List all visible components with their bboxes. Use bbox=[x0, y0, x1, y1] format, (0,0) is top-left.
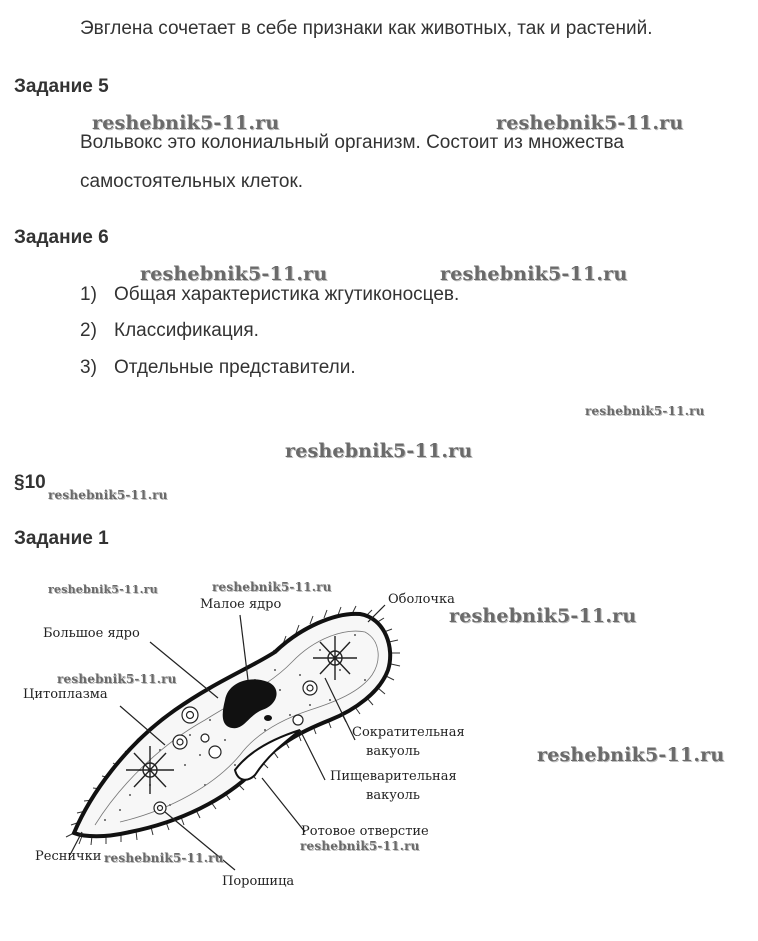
watermark: reshebnik5-11.ru bbox=[537, 744, 725, 766]
watermark: reshebnik5-11.ru bbox=[140, 263, 328, 285]
small-nucleus bbox=[264, 715, 272, 721]
label-cytoplasm: Цитоплазма bbox=[23, 687, 108, 702]
list-item-text: Общая характеристика жгутиконосцев. bbox=[114, 284, 460, 305]
watermark: reshebnik5-11.ru bbox=[48, 488, 168, 502]
label-contractile-vacuole-2: вакуоль bbox=[366, 744, 421, 759]
list-item bbox=[80, 320, 259, 342]
label-contractile-vacuole: Сократительная bbox=[352, 725, 465, 740]
watermark: reshebnik5-11.ru bbox=[285, 440, 473, 462]
watermark: reshebnik5-11.ru bbox=[496, 112, 684, 134]
task5-text-line1: Вольвокс это колониальный организм. Состоит из множества bbox=[80, 132, 624, 153]
watermark: reshebnik5-11.ru bbox=[300, 839, 420, 853]
list-item-text: Классификация. bbox=[114, 320, 259, 341]
label-small-nucleus: Малое ядро bbox=[200, 597, 282, 612]
watermark: reshebnik5-11.ru bbox=[585, 404, 705, 418]
list-item-number: 3) bbox=[80, 357, 97, 378]
watermark: reshebnik5-11.ru bbox=[57, 672, 177, 686]
watermark: reshebnik5-11.ru bbox=[104, 851, 224, 865]
watermark: reshebnik5-11.ru bbox=[212, 580, 332, 594]
label-large-nucleus: Большое ядро bbox=[43, 626, 140, 641]
list-item-number: 1) bbox=[80, 284, 97, 305]
watermark: reshebnik5-11.ru bbox=[48, 583, 158, 596]
list-item-number: 2) bbox=[80, 320, 97, 341]
task6-heading: Задание 6 bbox=[14, 227, 109, 248]
label-cilia: Реснички bbox=[35, 849, 102, 864]
label-membrane: Оболочка bbox=[388, 592, 455, 607]
list-item bbox=[80, 357, 356, 379]
task5-heading: Задание 5 bbox=[14, 76, 109, 97]
watermark: reshebnik5-11.ru bbox=[440, 263, 628, 285]
watermark: reshebnik5-11.ru bbox=[449, 605, 637, 627]
task5-text-line2: самостоятельных клеток. bbox=[80, 171, 304, 192]
label-digestive-vacuole-2: вакуоль bbox=[366, 788, 421, 803]
label-mouth: Ротовое отверстие bbox=[301, 824, 429, 839]
intro-sentence: Эвглена сочетает в себе признаки как животных, так и растений. bbox=[80, 18, 653, 39]
task1-heading: Задание 1 bbox=[14, 528, 109, 549]
watermark: reshebnik5-11.ru bbox=[92, 112, 280, 134]
label-anal-pore: Порошица bbox=[222, 874, 295, 889]
list-item-text: Отдельные представители. bbox=[114, 357, 356, 378]
list-item bbox=[80, 284, 459, 306]
label-digestive-vacuole: Пищеварительная bbox=[330, 769, 457, 784]
section-heading: §10 bbox=[14, 472, 46, 493]
